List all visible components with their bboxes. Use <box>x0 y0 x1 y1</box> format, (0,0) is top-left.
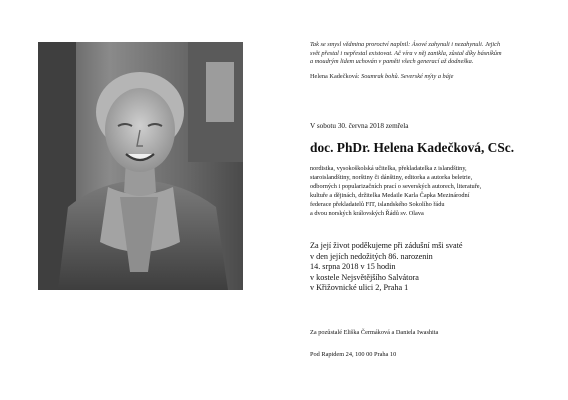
bio-line: kultuře a dějinách, držitelka Medaile Karla Čapka Mezinárodní <box>310 191 470 199</box>
service-line: v kostele Nejsvětějšího Salvátora <box>310 272 419 282</box>
epigraph-quote <box>310 41 558 67</box>
service-line: v Křižovnické ulici 2, Praha 1 <box>310 283 409 293</box>
bio-line: a dvou norských královských Řádů sv. Olava <box>310 209 424 217</box>
family-signature: Za pozůstalé Eliška Čermáková a Daniela Iwashita <box>310 329 439 336</box>
deceased-name: doc. PhDr. Helena Kadečková, CSc. <box>310 140 515 155</box>
quote-source <box>310 73 558 82</box>
quote-line: svět přestal i nepřestal existovat. Ač víra v něj zanikla, zůstal díky básníkům <box>310 49 502 57</box>
service-line: Za její život poděkujeme při zádušní mši svaté <box>310 241 463 250</box>
contact-address: Pod Rapidem 24, 100 00 Praha 10 <box>310 351 397 358</box>
quote-line: a moudrým lidem uchován v paměti všech generací až dodneška. <box>310 58 474 66</box>
quote-book: Soumrak bohů. Severské mýty a báje <box>361 73 454 80</box>
memorial-service-info <box>310 241 558 294</box>
bio-line: nordistka, vysokoškolská učitelka, překladatelka z islandštiny, <box>310 165 467 172</box>
biography <box>310 165 558 218</box>
bio-line: odborných i popularizačních prací o severských autorech, literatuře, <box>310 182 482 190</box>
portrait-photo <box>38 42 243 290</box>
service-line: v den jejích nedožitých 86. narozenin <box>310 251 433 261</box>
service-line: 14. srpna 2018 v 15 hodin <box>310 262 396 272</box>
bio-line: staroislandštiny, norštiny či dánštiny, editorka a autorka beletrie, <box>310 173 473 181</box>
quote-author: Helena Kadečková: <box>310 73 360 80</box>
bio-line: federace překladatelů FIT, islandského Sokolího řádu <box>310 200 445 208</box>
quote-line: Tak se smysl vědmina proroctví naplnil: Ásové zahynuli i nezahynuli. Jejich <box>310 41 501 48</box>
death-date: V sobotu 30. června 2018 zemřela <box>310 122 409 130</box>
